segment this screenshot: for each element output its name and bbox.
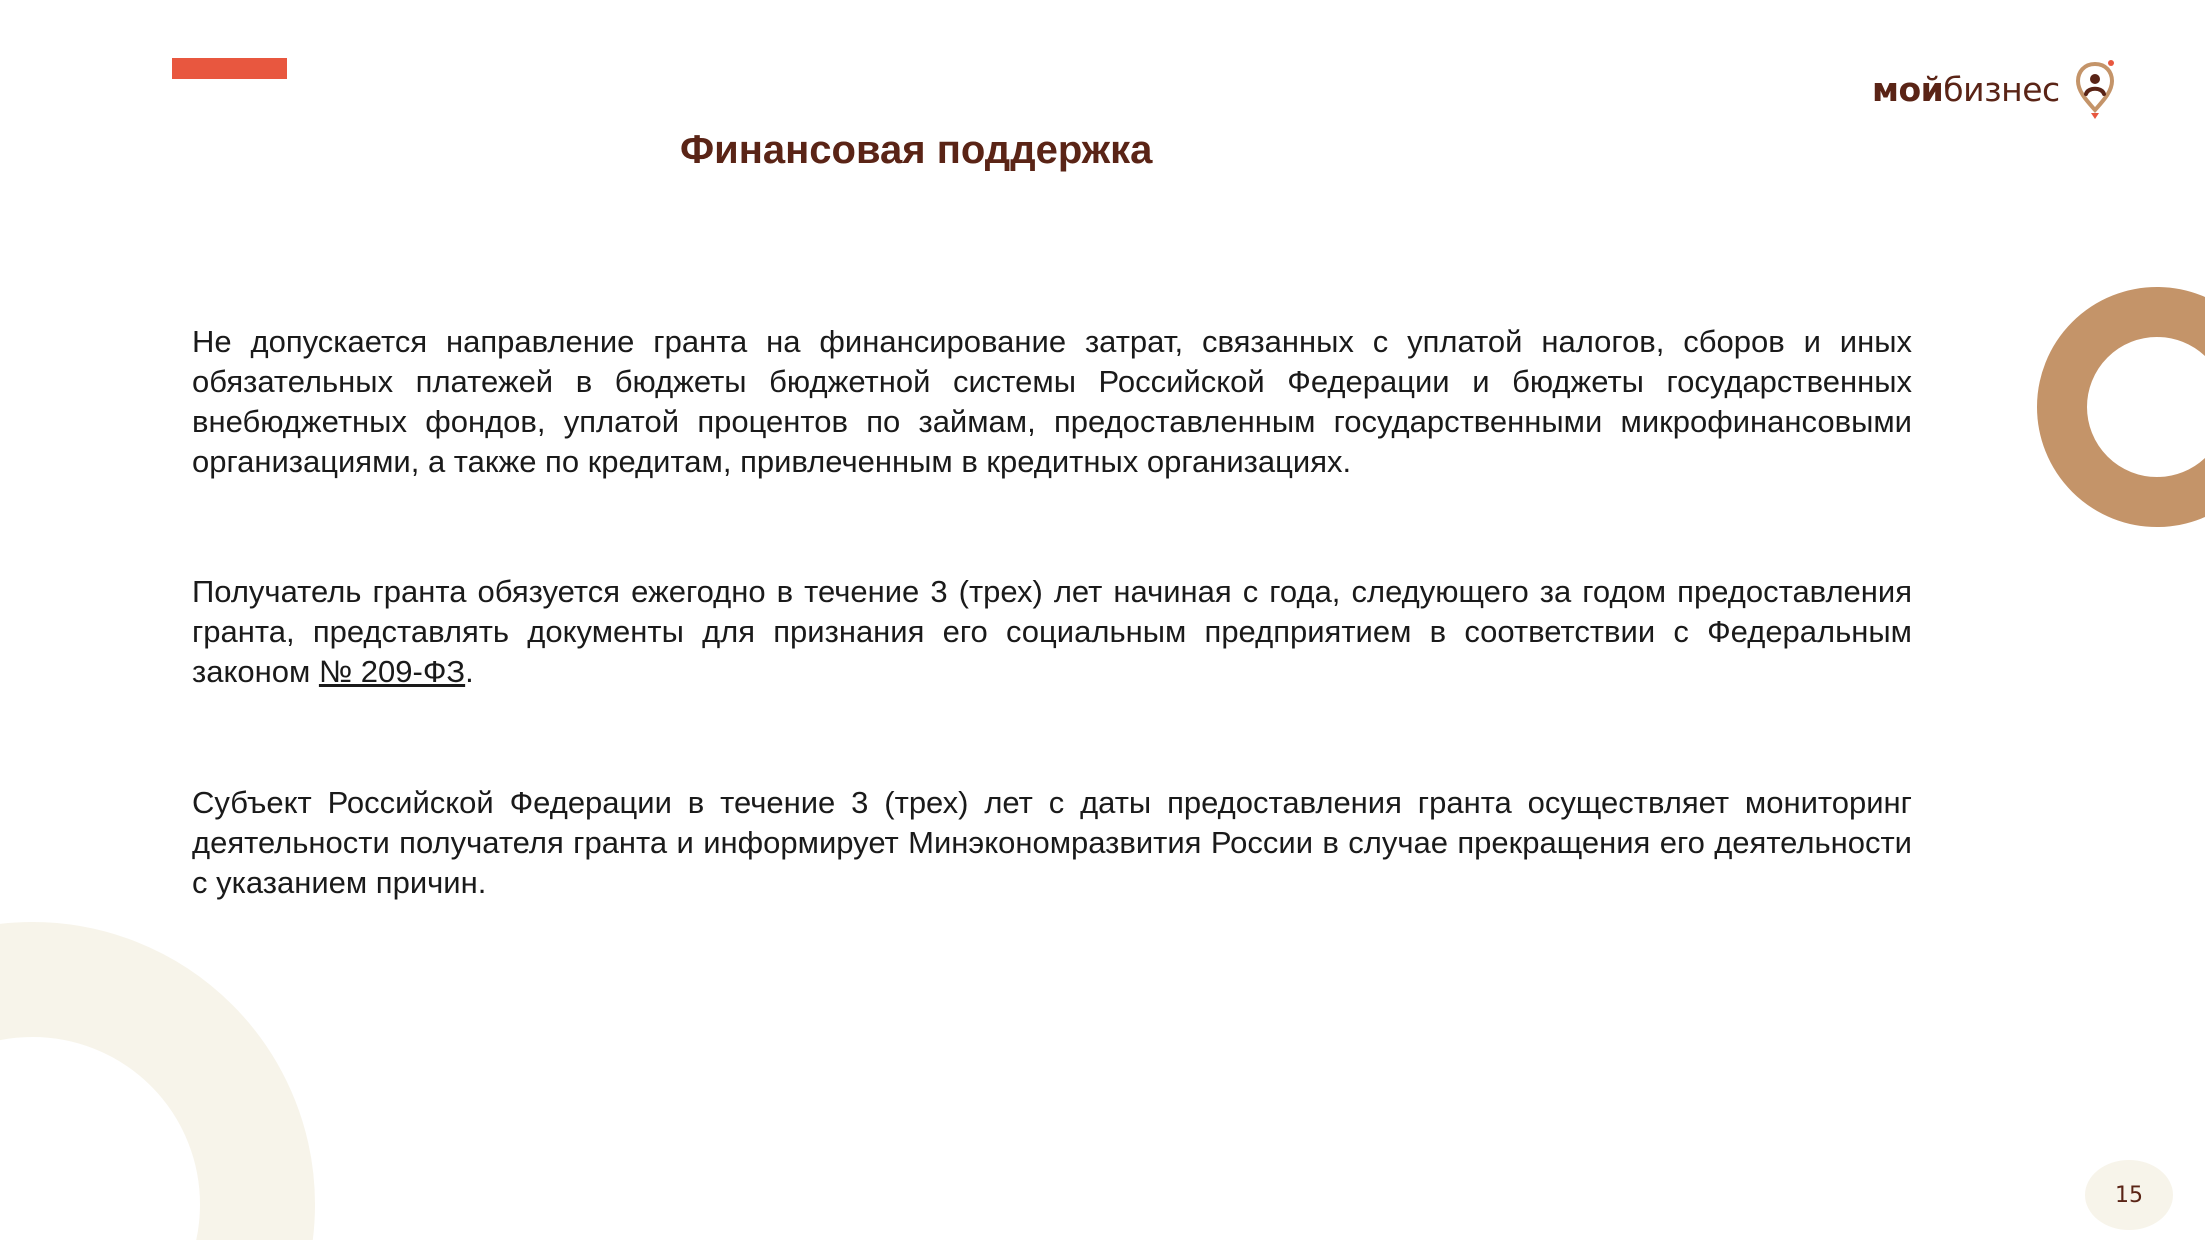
paragraph-grant-obligations-text: Получатель гранта обязуется ежегодно в течение 3 (трех) лет начиная с года, следующего за годом предоставления гранта, представлять документы для признания его социальным предприятием в соответствии с Федеральным законом (192, 574, 1912, 689)
paragraph-grant-restrictions: Не допускается направление гранта на финансирование затрат, связанных с уплатой налогов, сборов и иных обязательных платежей в бюджеты бюджетной системы Российской Федерации и бюджеты государственных внебюджетных фондов, уплатой процентов по займам, предоставленным государственными микрофинансовыми организациями, а также по кредитам, привлеченным в кредитных организациях. (192, 324, 1912, 479)
logo-text-light: бизнес (1943, 69, 2060, 109)
page-number: 15 (2085, 1160, 2173, 1230)
decorative-ring-left (0, 922, 315, 1240)
moy-biznes-logo (1872, 54, 2116, 124)
logo-text (1872, 70, 2060, 109)
paragraph-grant-monitoring: Субъект Российской Федерации в течение 3 (трех) лет с даты предоставления гранта осуществляет мониторинг деятельности получателя гранта и информирует Минэкономразвития России в случае прекращения его деятельности с указанием причин. (192, 785, 1912, 900)
logo-text-bold: мой (1872, 69, 1944, 109)
decorative-ring-right (2037, 287, 2205, 527)
paragraph-grant-obligations-end: . (465, 654, 474, 689)
slide-title: Финансовая поддержка (680, 128, 1153, 172)
accent-bar (172, 58, 287, 79)
map-pin-person-icon (2074, 58, 2116, 120)
law-209-fz-link[interactable]: № 209-ФЗ (318, 654, 466, 689)
paragraph-grant-obligations (192, 572, 1912, 692)
